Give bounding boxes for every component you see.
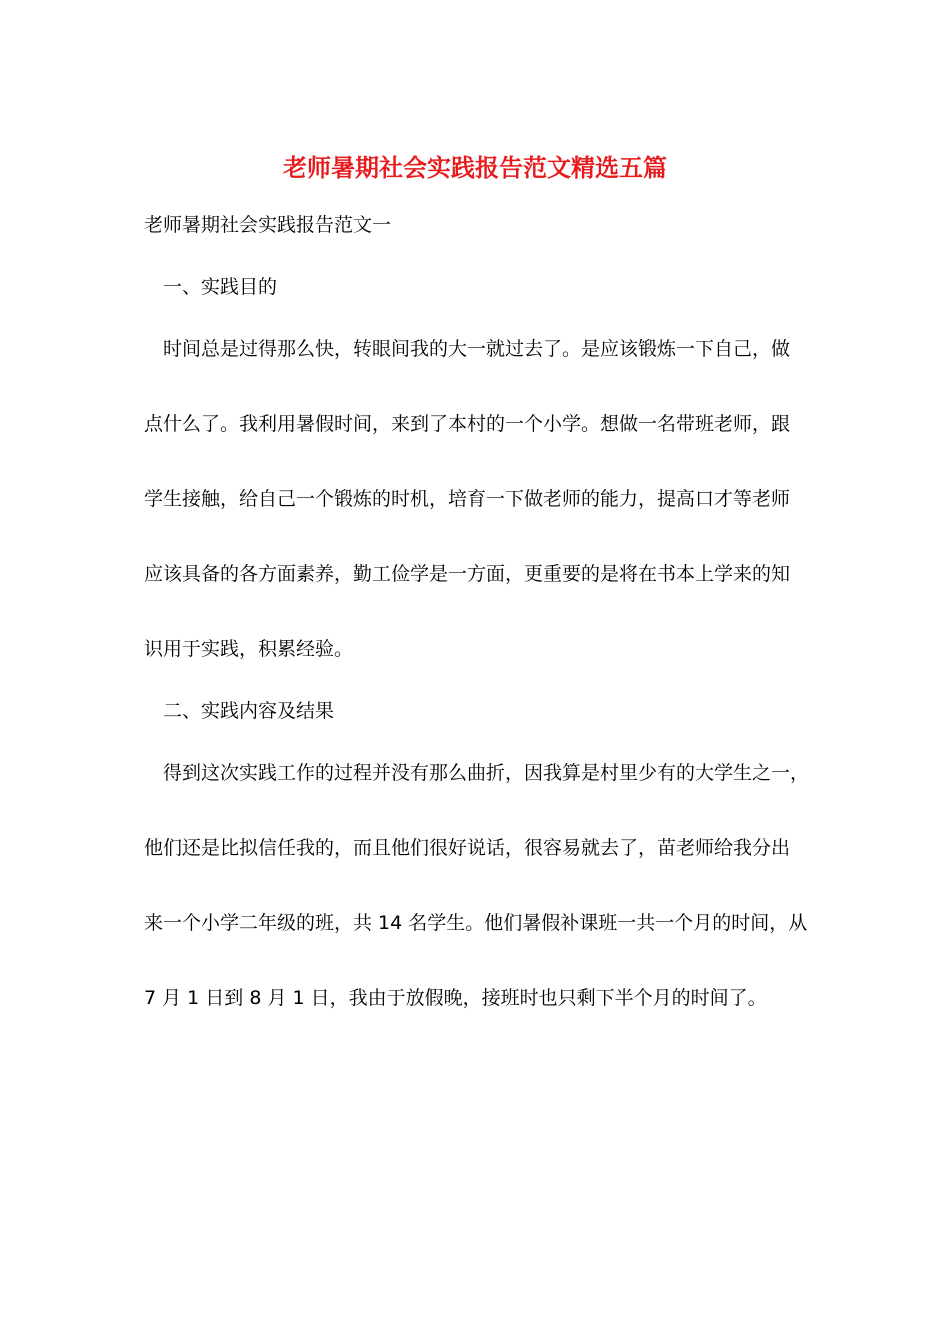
paragraph-line: 学生接触，给自己一个锻炼的时机，培育一下做老师的能力，提高口才等老师 [144,488,791,510]
paragraph-line: 点什么了。我利用暑假时间，来到了本村的一个小学。想做一名带班老师，跟 [144,413,791,435]
document-title: 老师暑期社会实践报告范文精选五篇 [283,153,667,182]
paragraph-line: 识用于实践，积累经验。 [144,638,354,660]
section-heading-content-results: 二、实践内容及结果 [163,700,335,722]
section-heading-purpose: 一、实践目的 [163,276,278,298]
paragraph-line: 来一个小学二年级的班，共 14 名学生。他们暑假补课班一共一个月的时间，从 [144,912,808,934]
paragraph-line: 时间总是过得那么快，转眼间我的大一就过去了。是应该锻炼一下自己，做 [163,338,791,360]
paragraph-line: 得到这次实践工作的过程并没有那么曲折，因我算是村里少有的大学生之一， [163,762,810,784]
paragraph-line: 7 月 1 日到 8 月 1 日，我由于放假晚，接班时也只剩下半个月的时间了。 [144,987,767,1009]
document-subtitle: 老师暑期社会实践报告范文一 [144,214,392,236]
paragraph-line: 应该具备的各方面素养，勤工俭学是一方面，更重要的是将在书本上学来的知 [144,563,791,585]
paragraph-line: 他们还是比拟信任我的，而且他们很好说话，很容易就去了，苗老师给我分出 [144,837,791,859]
